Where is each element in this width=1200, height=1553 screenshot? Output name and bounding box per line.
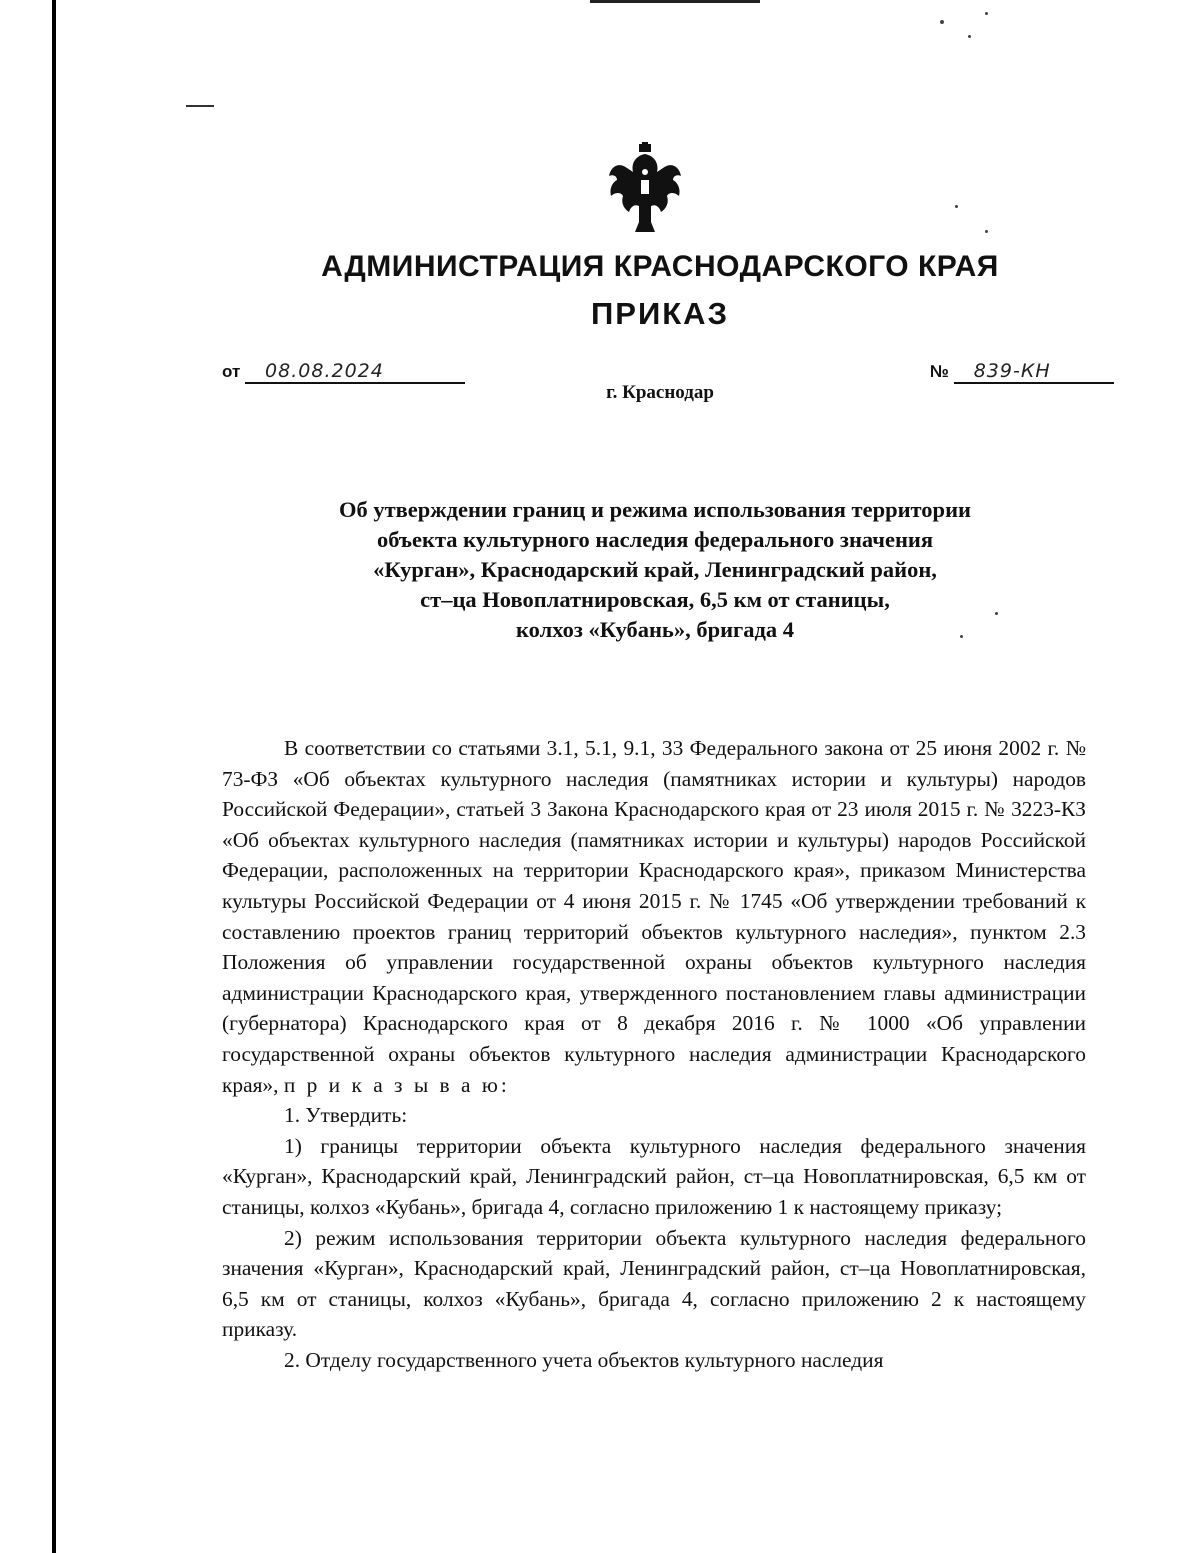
scan-mark xyxy=(186,105,214,107)
title-line: «Курган», Краснодарский край, Ленинградский район, xyxy=(373,557,937,582)
scan-speck xyxy=(955,205,958,208)
order-word: п р и к а з ы в а ю: xyxy=(283,1072,510,1097)
item-1-2: 2) режим использования территории объекта культурного наследия федерального значения «Курган», Краснодарский край, Ленинградский район, ст–ца Новоплатнировская, 6,5 км от станицы, колхоз «Кубань», бригада 4, согласно приложению 2 к настоящему приказу. xyxy=(222,1225,1086,1342)
date-value: 08.08.2024 xyxy=(245,360,465,384)
title-line: Об утверждении границ и режима использования территории xyxy=(338,497,972,522)
intro-paragraph xyxy=(222,733,1086,1100)
scan-speck xyxy=(940,20,944,24)
number-field xyxy=(930,360,1114,384)
item-1-1: 1) границы территории объекта культурного наследия федерального значения «Курган», Краснодарский край, Ленинградский район, ст–ца Новоплатнировская, 6,5 км от станицы, колхоз «Кубань», бригада 4, согласно приложению 1 к настоящему приказу; xyxy=(222,1133,1086,1219)
title-line: объекта культурного наследия федерального значения xyxy=(376,527,934,552)
scan-top-mark xyxy=(590,0,760,3)
item-1: 1. Утвердить: xyxy=(284,1103,408,1128)
scan-speck xyxy=(985,12,988,15)
document-type: ПРИКАЗ xyxy=(591,296,729,331)
scan-speck xyxy=(968,35,971,38)
date-prefix: от xyxy=(222,362,241,381)
document-body xyxy=(222,733,1086,1375)
coat-of-arms-emblem xyxy=(605,142,685,234)
organization-name: АДМИНИСТРАЦИЯ КРАСНОДАРСКОГО КРАЯ xyxy=(321,250,999,283)
scan-speck xyxy=(985,230,988,233)
document-title xyxy=(230,495,1080,645)
intro-text: В соответствии со статьями 3.1, 5.1, 9.1, 33 Федерального закона от 25 июня 2002 г. № 73-ФЗ «Об объектах культурного наследия (памятниках истории и культуры) народов Российской Федерации», статьей 3 Закона Краснодарского края от 23 июля 2015 г. № 3223-КЗ «Об объектах культурного наследия (памятниках истории и культуры) народов Российской Федерации, расположенных на территории Краснодарского края», приказом Министерства культуры Российской Федерации от 4 июня 2015 г. № 1745 «Об утверждении требований к составлению проектов границ территорий объектов культурного наследия», пунктом 2.3 Положения об управлении государственной охраны объектов культурного наследия администрации Краснодарского края, утвержденного постановлением главы администрации (губернатора) Краснодарского края от 8 декабря 2016 г. № 1000 «Об управлении государственной охраны объектов культурного наследия администрации Краснодарского края», xyxy=(222,736,1086,1097)
scan-edge xyxy=(52,0,56,1553)
title-line: ст–ца Новоплатнировская, 6,5 км от станицы, xyxy=(420,587,890,612)
city-label: г. Краснодар xyxy=(606,382,714,403)
number-value: 839-КН xyxy=(954,360,1114,384)
item-2: 2. Отделу государственного учета объектов культурного наследия xyxy=(284,1347,884,1372)
title-line: колхоз «Кубань», бригада 4 xyxy=(515,617,795,642)
date-field xyxy=(222,360,465,384)
number-prefix: № xyxy=(930,362,949,381)
